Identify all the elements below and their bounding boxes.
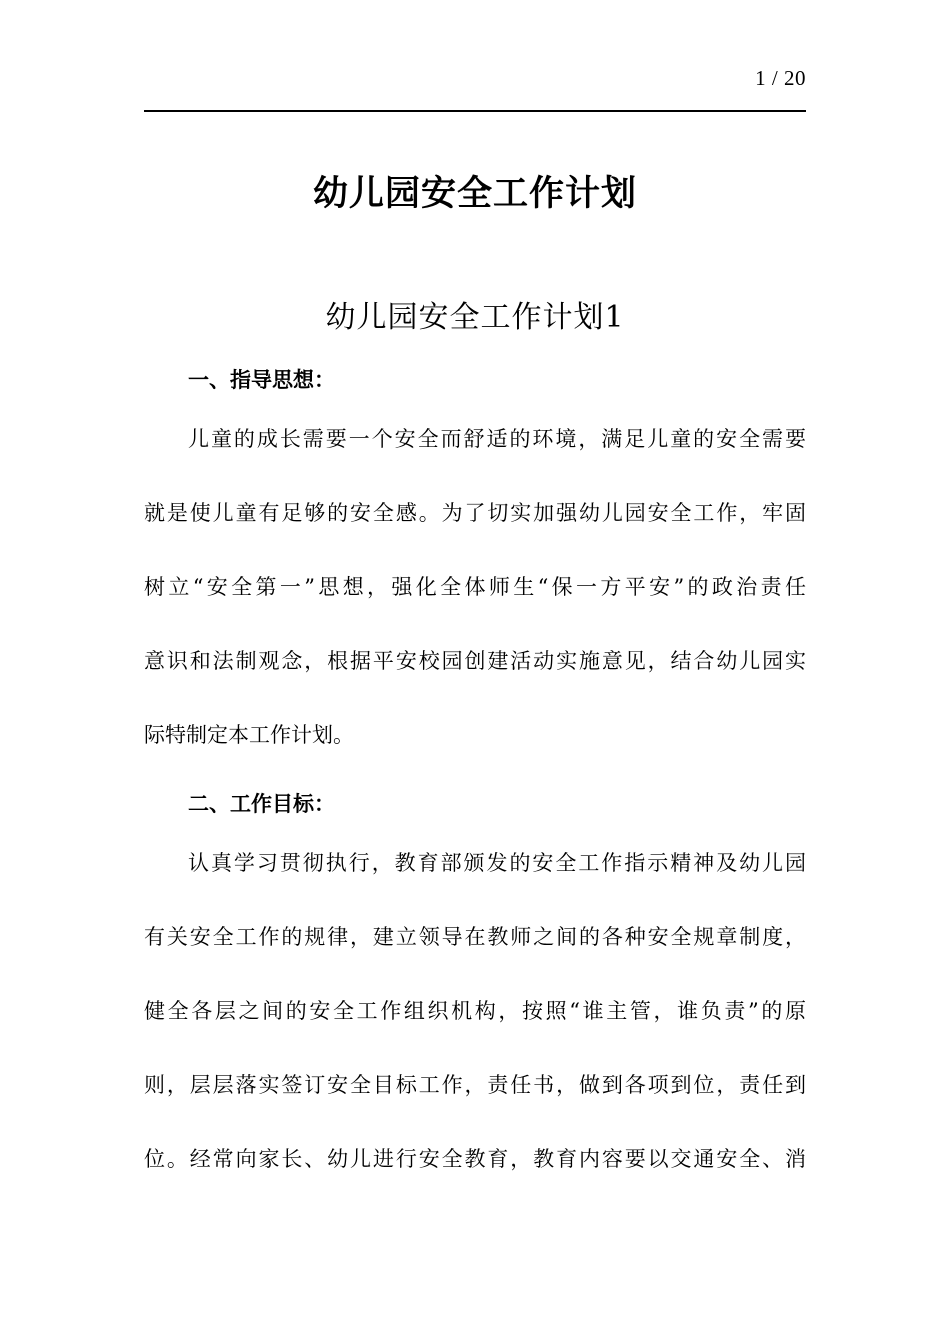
section-heading-guiding-ideology: 一、指导思想： <box>188 368 335 392</box>
paragraph-work-goals <box>144 848 806 1218</box>
paragraph-line: 就是使儿童有足够的安全感。为了切实加强幼儿园安全工作，牢固 <box>144 501 806 525</box>
paragraph-line: 认真学习贯彻执行，教育部颁发的安全工作指示精神及幼儿园 <box>188 851 806 875</box>
paragraph-line: 儿童的成长需要一个安全而舒适的环境，满足儿童的安全需要 <box>188 427 806 451</box>
paragraph-guiding-ideology <box>144 424 806 794</box>
paragraph-line: 意识和法制观念，根据平安校园创建活动实施意见，结合幼儿园实 <box>144 649 806 673</box>
document-title: 幼儿园安全工作计划 <box>312 174 637 214</box>
paragraph-line: 有关安全工作的规律，建立领导在教师之间的各种安全规章制度， <box>144 925 806 949</box>
paragraph-line: 位。经常向家长、幼儿进行安全教育，教育内容要以交通安全、消 <box>144 1147 806 1171</box>
section-title: 幼儿园安全工作计划1 <box>325 300 625 335</box>
paragraph-line: 健全各层之间的安全工作组织机构，按照“谁主管，谁负责”的原 <box>144 999 806 1023</box>
paragraph-line: 则，层层落实签订安全目标工作，责任书，做到各项到位，责任到 <box>144 1073 806 1097</box>
page-number: 1 / 20 <box>755 66 806 90</box>
paragraph-line: 际特制定本工作计划。 <box>144 723 354 747</box>
section-heading-work-goals: 二、工作目标： <box>188 792 335 816</box>
header-rule <box>144 110 806 112</box>
paragraph-line: 树立“安全第一”思想，强化全体师生“保一方平安”的政治责任 <box>144 575 806 599</box>
